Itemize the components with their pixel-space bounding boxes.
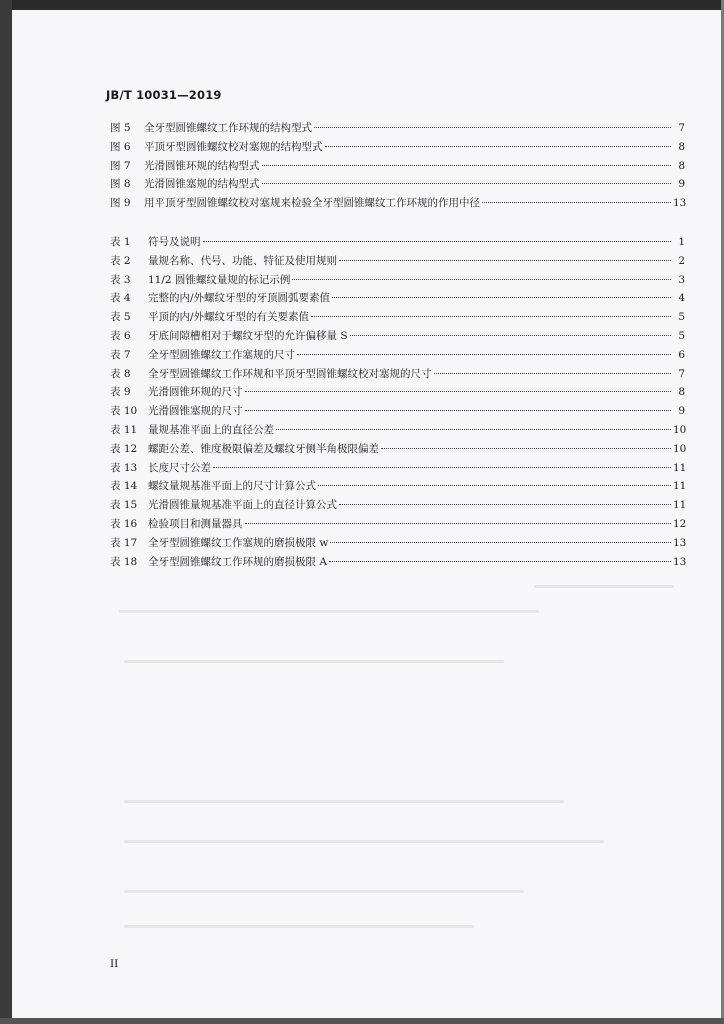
leader-dots bbox=[325, 146, 672, 147]
leader-dots bbox=[245, 391, 672, 392]
table-entry[interactable] bbox=[110, 347, 685, 366]
table-entry[interactable] bbox=[110, 234, 685, 253]
toc-entry-label: 表 2 bbox=[110, 254, 131, 267]
toc-entry-page: 13 bbox=[673, 536, 687, 549]
toc-entry-title: 平顶牙型圆锥螺纹校对塞规的结构型式 bbox=[144, 140, 323, 153]
figure-entry[interactable] bbox=[110, 195, 685, 214]
table-entry[interactable] bbox=[110, 403, 685, 422]
toc-entry-page: 10 bbox=[673, 423, 687, 436]
figure-entry[interactable] bbox=[110, 139, 685, 158]
leader-dots bbox=[339, 260, 671, 261]
leader-dots bbox=[434, 373, 672, 374]
toc-entry-title: 螺距公差、锥度极限偏差及螺纹牙侧半角极限偏差 bbox=[148, 442, 379, 455]
leader-dots bbox=[330, 542, 671, 543]
leader-dots bbox=[339, 504, 671, 505]
figure-entry[interactable] bbox=[110, 158, 685, 177]
toc-entry-page: 11 bbox=[673, 499, 687, 512]
toc-entry-page: 9 bbox=[678, 405, 685, 418]
table-entry[interactable] bbox=[110, 272, 685, 291]
toc-entry-title: 平顶的内/外螺纹牙型的有关要素值 bbox=[148, 311, 310, 324]
table-list bbox=[110, 234, 685, 572]
toc-entry-page: 7 bbox=[678, 367, 685, 380]
leader-dots bbox=[292, 279, 671, 280]
toc-entry-label: 表 17 bbox=[110, 536, 138, 549]
bleed-through-mark bbox=[534, 585, 674, 588]
toc-entry-label: 表 15 bbox=[110, 499, 138, 512]
table-entry[interactable] bbox=[110, 290, 685, 309]
toc-entry-label: 表 7 bbox=[110, 348, 131, 361]
toc-entry-page: 8 bbox=[678, 386, 685, 399]
toc-entry-label: 表 4 bbox=[110, 292, 131, 305]
toc-entry-title: 检验项目和测量器具 bbox=[148, 517, 243, 530]
toc-entry-label: 表 18 bbox=[110, 555, 138, 568]
leader-dots bbox=[318, 485, 671, 486]
bleed-through-mark bbox=[124, 800, 564, 803]
toc-entry-title: 完整的内/外螺纹牙型的牙顶圆弧要素值 bbox=[148, 292, 331, 305]
bleed-through-mark bbox=[119, 610, 539, 613]
toc-entry-title: 光滑圆锥量规基准平面上的直径计算公式 bbox=[148, 499, 337, 512]
leader-dots bbox=[245, 523, 672, 524]
toc-entry-title: 全牙型圆锥螺纹工作塞规的磨损极限 w bbox=[148, 536, 329, 549]
toc-entry-label: 表 14 bbox=[110, 480, 138, 493]
toc-entry-title: 长度尺寸公差 bbox=[148, 461, 211, 474]
leader-dots bbox=[311, 316, 671, 317]
toc-entry-page: 7 bbox=[678, 122, 685, 134]
toc-entry-title: 用平顶牙型圆锥螺纹校对塞规来检验全牙型圆锥螺纹工作环规的作用中径 bbox=[144, 197, 480, 210]
toc-entry-title: 螺纹量规基准平面上的尺寸计算公式 bbox=[148, 480, 316, 493]
page-number: II bbox=[110, 958, 119, 970]
toc-entry-label: 表 11 bbox=[110, 423, 138, 436]
toc-entry-label: 图 7 bbox=[110, 159, 131, 172]
bleed-through-mark bbox=[124, 840, 604, 843]
standard-id-header: JB/T 10031—2019 bbox=[106, 88, 222, 102]
toc-entry-title: 光滑圆锥环规的尺寸 bbox=[148, 386, 243, 399]
toc-entry-page: 1 bbox=[678, 236, 685, 248]
table-entry[interactable] bbox=[110, 422, 685, 441]
leader-dots bbox=[262, 183, 672, 184]
toc-entry-page: 5 bbox=[678, 329, 685, 342]
toc-entry-label: 表 6 bbox=[110, 329, 131, 342]
bleed-through-mark bbox=[124, 890, 524, 893]
toc-entry-title: 牙底间隙槽相对于螺纹牙型的允许偏移量 S bbox=[148, 329, 348, 342]
bleed-through-mark bbox=[124, 660, 504, 663]
table-entry[interactable] bbox=[110, 328, 685, 347]
toc-entry-label: 图 9 bbox=[110, 197, 131, 210]
toc-entry-title: 量规基准平面上的直径公差 bbox=[148, 423, 274, 436]
toc-entry-page: 11 bbox=[673, 461, 687, 474]
table-entry[interactable] bbox=[110, 478, 685, 497]
leader-dots bbox=[276, 429, 671, 430]
toc-entry-title: 符号及说明 bbox=[148, 236, 201, 248]
leader-dots bbox=[245, 410, 672, 411]
toc-entry-page: 5 bbox=[678, 311, 685, 324]
toc-entry-label: 表 12 bbox=[110, 442, 138, 455]
toc-entry-title: 光滑圆锥塞规的结构型式 bbox=[144, 178, 260, 191]
table-entry[interactable] bbox=[110, 441, 685, 460]
toc-entry-page: 8 bbox=[678, 140, 685, 153]
leader-dots bbox=[381, 448, 671, 449]
toc-entry-label: 表 16 bbox=[110, 517, 138, 530]
toc-entry-page: 9 bbox=[678, 178, 685, 191]
scan-border-top bbox=[0, 0, 724, 10]
toc-entry-page: 13 bbox=[673, 197, 687, 210]
leader-dots bbox=[203, 241, 672, 242]
toc-entry-label: 图 5 bbox=[110, 122, 131, 134]
figure-entry[interactable] bbox=[110, 176, 685, 195]
toc-entry-page: 13 bbox=[673, 555, 687, 568]
table-entry[interactable] bbox=[110, 366, 685, 385]
toc-entry-title: 光滑圆锥塞规的尺寸 bbox=[148, 405, 243, 418]
toc-entry-label: 表 3 bbox=[110, 273, 131, 286]
leader-dots bbox=[332, 297, 671, 298]
toc-entry-page: 11 bbox=[673, 480, 687, 493]
toc-entry-label: 表 9 bbox=[110, 386, 131, 399]
figure-entry[interactable] bbox=[110, 120, 685, 139]
toc-entry-label: 图 6 bbox=[110, 140, 131, 153]
toc-entry-title: 全牙型圆锥螺纹工作环规的结构型式 bbox=[144, 122, 312, 134]
toc-entry-label: 图 8 bbox=[110, 178, 131, 191]
leader-dots bbox=[350, 335, 671, 336]
toc-entry-page: 2 bbox=[678, 254, 685, 267]
scan-border-left bbox=[0, 0, 12, 1024]
toc-entry-title: 光滑圆锥环规的结构型式 bbox=[144, 159, 260, 172]
leader-dots bbox=[482, 202, 671, 203]
leader-dots bbox=[262, 165, 672, 166]
table-entry[interactable] bbox=[110, 384, 685, 403]
toc-entry-label: 表 8 bbox=[110, 367, 131, 380]
toc-entry-page: 6 bbox=[678, 348, 685, 361]
toc-entry-page: 10 bbox=[673, 442, 687, 455]
toc-entry-label: 表 10 bbox=[110, 405, 138, 418]
table-entry[interactable] bbox=[110, 554, 685, 573]
leader-dots bbox=[213, 467, 671, 468]
toc-entry-title: 全牙型圆锥螺纹工作环规和平顶牙型圆锥螺纹校对塞规的尺寸 bbox=[148, 367, 432, 380]
table-entry[interactable] bbox=[110, 253, 685, 272]
toc-entry-page: 12 bbox=[673, 517, 687, 530]
table-entry[interactable] bbox=[110, 309, 685, 328]
toc-entry-page: 3 bbox=[678, 273, 685, 286]
toc-entry-page: 8 bbox=[678, 159, 685, 172]
table-entry[interactable] bbox=[110, 497, 685, 516]
figure-list bbox=[110, 120, 685, 214]
toc-entry-title: 量规名称、代号、功能、特征及使用规则 bbox=[148, 254, 337, 267]
table-entry[interactable] bbox=[110, 460, 685, 479]
toc-entry-title: 全牙型圆锥螺纹工作环规的磨损极限 A bbox=[148, 555, 327, 568]
leader-dots bbox=[297, 354, 671, 355]
table-entry[interactable] bbox=[110, 516, 685, 535]
scan-border-bottom bbox=[0, 1018, 724, 1024]
bleed-through-mark bbox=[124, 925, 474, 928]
leader-dots bbox=[314, 127, 671, 128]
toc-entry-label: 表 1 bbox=[110, 236, 131, 248]
toc-entry-title: 全牙型圆锥螺纹工作塞规的尺寸 bbox=[148, 348, 295, 361]
leader-dots bbox=[329, 561, 671, 562]
table-entry[interactable] bbox=[110, 535, 685, 554]
toc-entry-title: 11/2 圆锥螺纹量规的标记示例 bbox=[148, 273, 291, 286]
toc-entry-page: 4 bbox=[678, 292, 685, 305]
toc-entry-label: 表 5 bbox=[110, 311, 131, 324]
toc-entry-label: 表 13 bbox=[110, 461, 138, 474]
